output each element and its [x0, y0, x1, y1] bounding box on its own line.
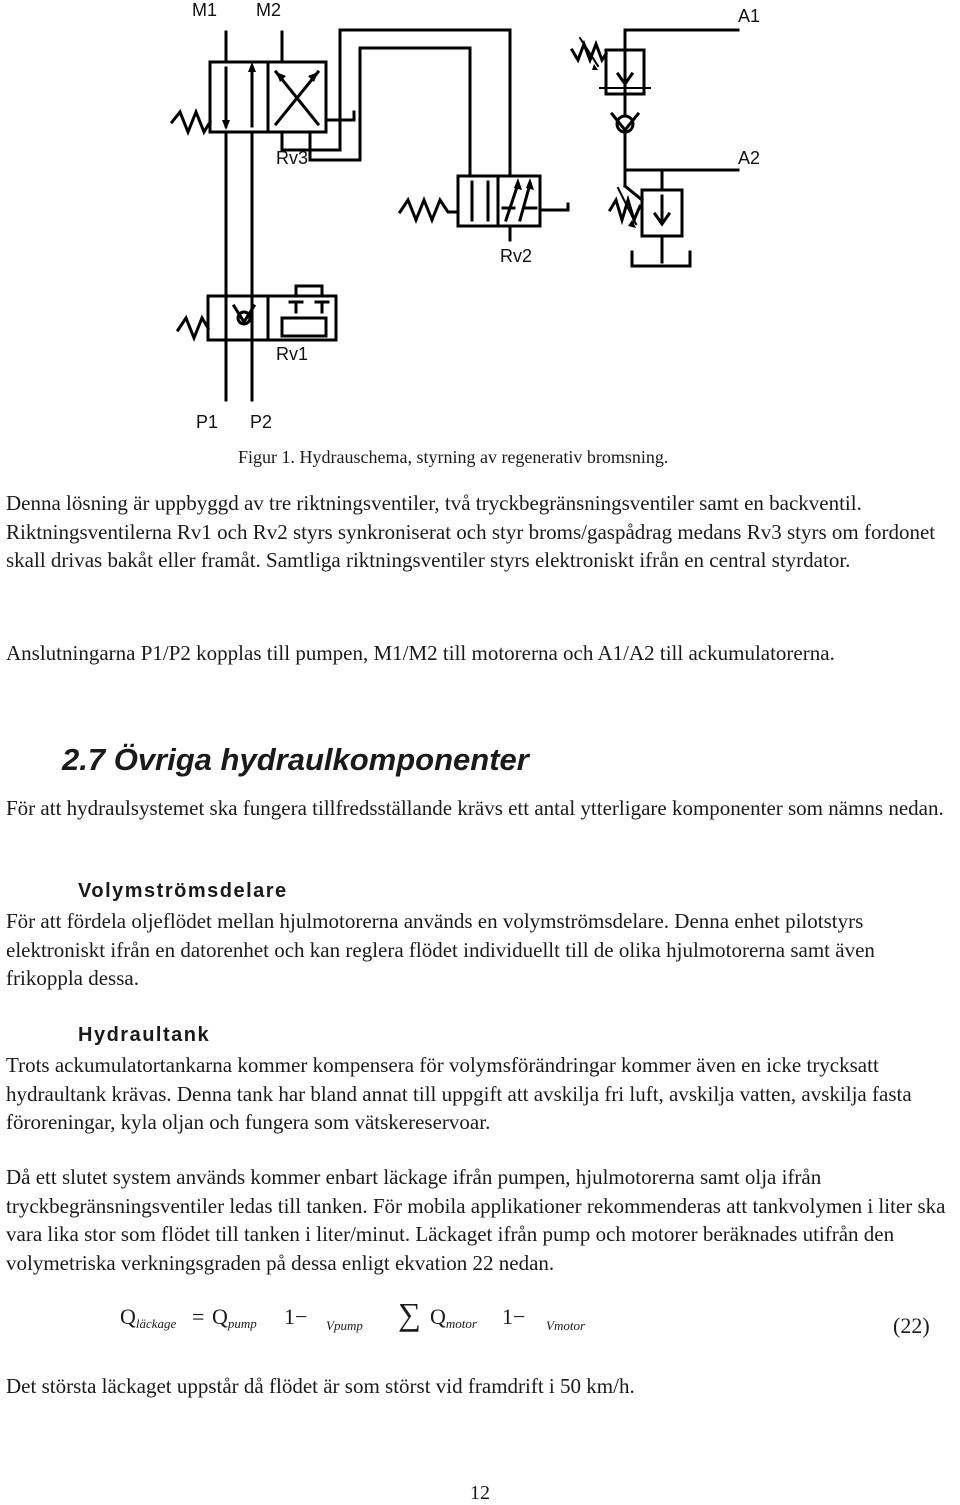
label-a1: A1: [738, 6, 761, 26]
section-heading: 2.7 Övriga hydraulkomponenter: [62, 742, 529, 777]
equation-number: (22): [893, 1313, 930, 1338]
eq-q-motor: Qmotor: [430, 1304, 477, 1331]
label-p1: P1: [196, 412, 219, 432]
eq-one-minus-motor: 1−: [502, 1304, 526, 1329]
label-rv1: Rv1: [276, 344, 309, 364]
figure-caption: Figur 1. Hydrauschema, styrning av regenerativ bromsning.: [238, 447, 669, 467]
hydraulic-schematic: [0, 0, 960, 440]
paragraph-hydraultank-2: Då ett slutet system används kommer enbart läckage ifrån pumpen, hjulmotorerna samt olja ifrån tryckbegränsningsventiler ledas till tanken. För mobila applikationer rekommenderas att tankvolymen i liter ska vara lika stor som flödet till tanken i liter/minut. Läckaget ifrån pump och motorer beräknades utifrån den volymetriska verkningsgraden på dessa enligt ekvation 22 nedan.: [6, 1165, 946, 1275]
paragraph-closing: Det största läckaget uppstår då flödet är som störst vid framdrift i 50 km/h.: [6, 1374, 635, 1398]
page-number: 12: [470, 1482, 490, 1504]
section-intro: För att hydraulsystemet ska fungera tillfredsställande krävs ett antal ytterligare komponenter som nämns nedan.: [6, 796, 944, 820]
paragraph-volymstromsdelare: För att fördela oljeflödet mellan hjulmotorerna används en volymströmsdelare. Denna enhet pilotstyrs elektroniskt ifrån en datorenhet och kan reglera flödet individuellt till de olika hjulmotorerna samt även frikoppla dessa.: [6, 909, 875, 990]
eq-one-minus-pump: 1−: [284, 1304, 308, 1329]
eq-eta-vpump: Vpump: [326, 1318, 363, 1333]
eq-sigma: ∑: [398, 1296, 421, 1332]
paragraph-connections: Anslutningarna P1/P2 kopplas till pumpen, M1/M2 till motorerna och A1/A2 till ackumulatorerna.: [6, 641, 835, 665]
subheading-volymstromsdelare: Volymströmsdelare: [78, 880, 288, 902]
label-rv3: Rv3: [276, 148, 309, 168]
eq-eta-vmotor: Vmotor: [546, 1318, 585, 1333]
subheading-hydraultank: Hydraultank: [78, 1024, 211, 1046]
eq-equals: =: [192, 1304, 205, 1329]
label-m1: M1: [192, 0, 218, 20]
paragraph-valves: Denna lösning är uppbyggd av tre riktningsventiler, två tryckbegränsningsventiler samt en backventil. Riktningsventilerna Rv1 och Rv2 styrs synkroniserat och styr broms/gaspådrag medans Rv3 styrs om fordonet skall drivas bakåt eller framåt. Samtliga riktningsventiler styrs elektroniskt ifrån en central styrdator.: [6, 491, 936, 572]
paragraph-hydraultank-1: Trots ackumulatortankarna kommer kompensera för volymsförändringar kommer även en icke trycksatt hydraultank krävas. Denna tank har bland annat till uppgift att avskilja fri luft, avskilja vatten, avskilja fasta föroreningar, kyla oljan och fungera som vätskereservoar.: [6, 1053, 912, 1134]
label-m2: M2: [256, 0, 282, 20]
label-p2: P2: [250, 412, 273, 432]
eq-q-pump: Qpump: [212, 1304, 257, 1331]
label-a2: A2: [738, 148, 761, 168]
label-rv2: Rv2: [500, 246, 533, 266]
eq-q-leak: Qläckage: [120, 1304, 177, 1331]
